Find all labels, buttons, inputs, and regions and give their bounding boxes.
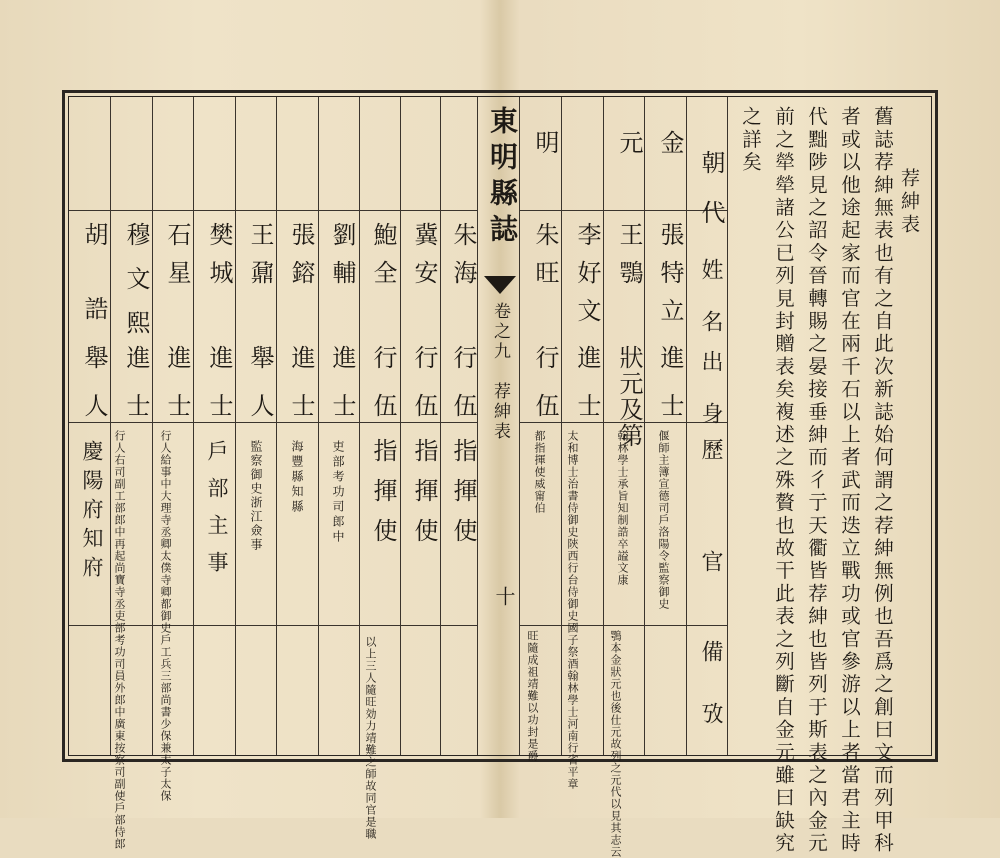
name-cell: 張鎔 bbox=[287, 222, 315, 298]
career-cell: 戶部主事 bbox=[205, 440, 229, 588]
header-career: 歷官 bbox=[698, 438, 723, 662]
career-cell: 太和博士治書侍御史陝西行台侍御史國子祭酒翰林學士河南行省平章 bbox=[566, 430, 579, 790]
header-name: 姓名 bbox=[698, 258, 723, 362]
header-note: 備攷 bbox=[698, 640, 723, 764]
preface-line: 之詳矣 bbox=[739, 106, 762, 175]
fishtail-mark bbox=[484, 276, 516, 294]
career-cell: 吏部考功司郎中 bbox=[331, 440, 345, 545]
name-cell: 冀安 bbox=[410, 222, 438, 298]
volume-title: 卷之九 荐紳表 bbox=[490, 302, 510, 442]
origin-cell: 行伍 bbox=[449, 345, 477, 441]
preface-line: 舊誌荐紳無表也有之自此次新誌始何謂之荐紳無例也吾爲之創曰文而列甲科 bbox=[871, 106, 894, 856]
name-cell: 鮑全 bbox=[369, 222, 397, 298]
origin-cell: 行伍 bbox=[531, 345, 559, 441]
career-cell: 慶陽府知府 bbox=[80, 440, 104, 585]
page-number: 十 bbox=[492, 586, 516, 609]
table-divider bbox=[69, 625, 477, 626]
career-cell: 行人右司副工部郎中再起尚寶寺丞吏部考功司員外郎中廣東按察司副使戶部侍郎 bbox=[113, 430, 126, 850]
career-cell: 偃師主簿宣德司戶洛陽令監察御史 bbox=[657, 430, 670, 610]
name-cell: 樊城 bbox=[205, 222, 233, 298]
book-title: 東明縣誌 bbox=[486, 106, 519, 250]
name-cell: 穆文熙 bbox=[122, 222, 150, 354]
note-cell: 旺隨成祖靖難以功封是爵 bbox=[526, 630, 539, 762]
origin-cell: 進士 bbox=[205, 345, 233, 441]
name-cell: 胡誥 bbox=[80, 222, 108, 370]
note-cell: 鶚本金狀元也後仕元故列之元代以見其志云 bbox=[609, 630, 622, 858]
origin-cell: 進士 bbox=[573, 345, 601, 441]
career-cell: 都指揮使威甯伯 bbox=[533, 430, 546, 514]
name-cell: 朱海 bbox=[449, 222, 477, 298]
name-cell: 石星 bbox=[163, 222, 191, 298]
origin-cell: 行伍 bbox=[410, 345, 438, 441]
name-cell: 劉輔 bbox=[328, 222, 356, 298]
origin-cell: 狀元及第 bbox=[615, 345, 643, 449]
dynasty-cell: 元 bbox=[615, 130, 643, 168]
dynasty-cell: 明 bbox=[531, 130, 559, 168]
origin-cell: 舉人 bbox=[80, 345, 108, 441]
career-cell: 翰林學士承旨知制誥卒謚文康 bbox=[616, 430, 629, 586]
name-cell: 朱旺 bbox=[531, 222, 559, 298]
header-dynasty: 朝代 bbox=[697, 150, 725, 250]
origin-cell: 進士 bbox=[163, 345, 191, 441]
origin-cell: 進士 bbox=[328, 345, 356, 441]
origin-cell: 舉人 bbox=[246, 345, 274, 441]
preface-line: 前之犖犖諸公已列見封贈表矣複述之殊贅也故干此表之列斷自金元雖曰缺究 bbox=[772, 106, 795, 856]
career-cell: 指揮使 bbox=[410, 438, 438, 558]
name-cell: 李好文 bbox=[573, 222, 601, 336]
origin-cell: 行伍 bbox=[369, 345, 397, 441]
dynasty-cell: 金 bbox=[656, 130, 684, 168]
name-cell: 王鶚 bbox=[615, 222, 643, 298]
table-divider bbox=[69, 210, 477, 211]
career-cell: 監察御史浙江僉事 bbox=[249, 440, 263, 552]
note-cell: 以上三人隨旺効力靖難之師故同官是職 bbox=[364, 636, 377, 840]
career-cell: 海豐縣知縣 bbox=[290, 440, 304, 515]
career-cell: 指揮使 bbox=[369, 438, 397, 558]
career-cell: 指揮使 bbox=[449, 438, 477, 558]
header-origin: 出身 bbox=[698, 350, 723, 454]
career-cell: 行人給事中大理寺丞卿太僕寺卿都御史戶工兵三部尚書少保兼太子太保 bbox=[159, 430, 172, 802]
preface-line: 者或以他途起家而官在兩千石以上者武而迭立戰功或官參游以上者當君主時 bbox=[838, 106, 861, 856]
name-cell: 張特立 bbox=[656, 222, 684, 336]
preface-title: 荐紳表 bbox=[898, 168, 920, 237]
origin-cell: 進士 bbox=[122, 345, 150, 441]
origin-cell: 進士 bbox=[287, 345, 315, 441]
name-cell: 王鼐 bbox=[246, 222, 274, 298]
origin-cell: 進士 bbox=[656, 345, 684, 441]
preface-line: 代黜陟見之詔令晉轉賜之晏接垂紳而彳亍天衢皆荐紳也皆列于斯表之內金元 bbox=[805, 106, 828, 856]
